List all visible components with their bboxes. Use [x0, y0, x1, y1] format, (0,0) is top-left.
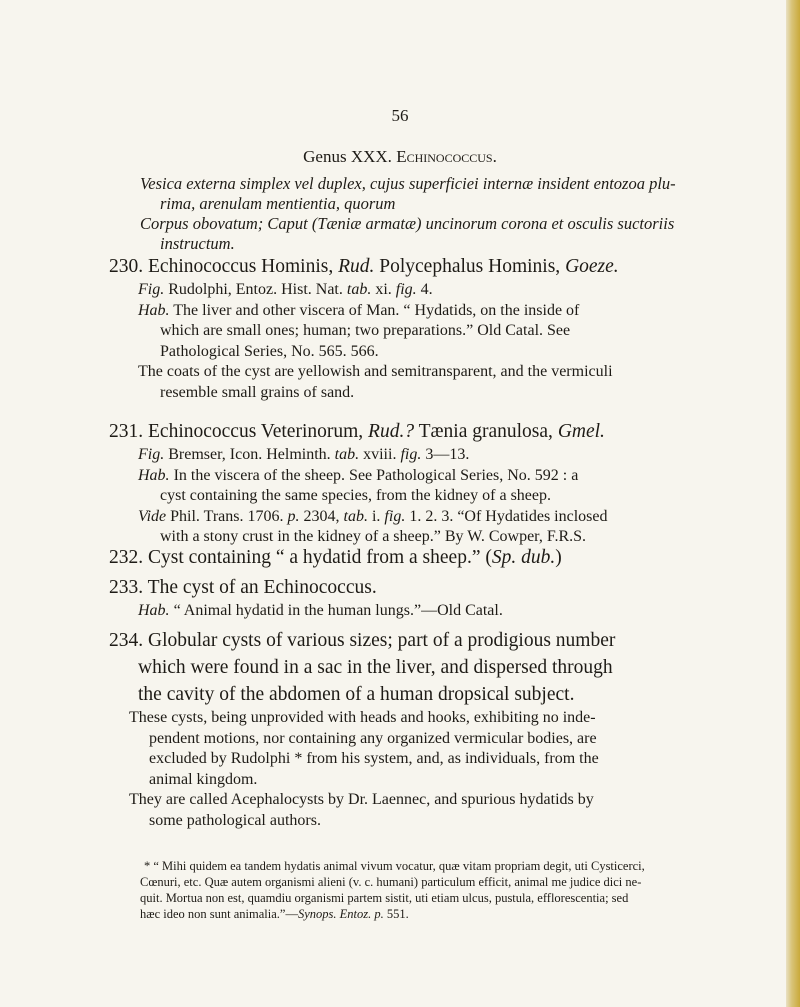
vide-text: Phil. Trans. 1706. — [170, 507, 284, 525]
page-ref: 2304, — [303, 507, 340, 525]
paragraph-line: These cysts, being unprovided with heads and hooks, exhibiting no inde- — [129, 709, 596, 726]
diagnosis-line: Corpus obovatum; Caput (Tæniæ armatæ) uncinorum corona et osculis suctoriis — [140, 214, 675, 233]
entry-number: 233. — [109, 577, 144, 598]
vide-reference — [109, 507, 729, 528]
paragraph-line: some pathological authors. — [149, 811, 321, 829]
species-author: Rud. — [338, 256, 375, 277]
habitat — [109, 466, 729, 487]
page-number: 56 — [391, 106, 409, 125]
entry-heading — [109, 544, 729, 571]
entry-number: 230. — [109, 256, 144, 277]
synonym-name: Tænia granulosa, — [418, 421, 553, 442]
footnote-citation: Synops. Entoz. p. — [297, 907, 384, 921]
entry-text: The cyst of an Echinococcus. — [147, 577, 377, 598]
hab-text: which are small ones; human; two preparations.” Old Catal. See — [160, 322, 571, 339]
footnote — [140, 858, 720, 922]
tab-label: tab. — [334, 446, 360, 463]
footnote-line: quit. Mortua non est, quamdiu organismi partem sistit, uti etiam ulcus, pustula, efflorescentia; sed — [140, 891, 629, 905]
hab-label: Hab. — [138, 301, 170, 319]
quote-text: with a stony crust in the kidney of a sheep.” By W. Cowper, F.R.S. — [160, 528, 587, 545]
hab-text: In the viscera of the sheep. See Pathological Series, No. 592 : a — [173, 466, 579, 484]
synonym-name: Polycephalus Hominis, — [379, 256, 561, 277]
tab-label: tab. — [343, 507, 368, 525]
entry-232 — [109, 544, 729, 571]
fig-number: 1. 2. 3. — [409, 507, 454, 525]
hab-label: Hab. — [138, 466, 170, 484]
note-text: The coats of the cyst are yellowish and semitransparent, and the vermiculi — [138, 363, 613, 380]
tab-number: xi. — [375, 281, 392, 298]
entry-text: Cyst containing “ a hydatid from a sheep.” — [148, 547, 481, 568]
fig-label: Fig. — [138, 281, 165, 298]
footnote-text: hæc ideo non sunt animalia.”— — [140, 907, 298, 921]
footnote-line: Cœnuri, etc. Quæ autem organismi alieni (v. c. humani) particulum efficit, animal me judice dici ne- — [140, 875, 642, 889]
hab-text: “ Animal hydatid in the human lungs.”—Old Catal. — [173, 602, 503, 619]
tab-number: xviii. — [363, 446, 397, 463]
paren: ) — [555, 547, 562, 568]
hab-label: Hab. — [138, 602, 170, 619]
hab-text: The liver and other viscera of Man. “ Hydatids, on the inside of — [173, 301, 580, 319]
footnote-line: * “ Mihi quidem ea tandem hydatis animal vivum vocatur, quæ vitam propriam degit, uti Cysticerci, — [144, 859, 645, 873]
fig-label: Fig. — [138, 446, 165, 463]
genus-heading — [0, 147, 800, 167]
genus-diagnosis — [140, 174, 720, 254]
diagnosis-line: instructum. — [160, 234, 235, 253]
hab-text: cyst containing the same species, from the kidney of a sheep. — [160, 487, 551, 504]
paren: ( — [485, 547, 492, 568]
fig-abbrev: fig. — [400, 446, 422, 463]
entry-233 — [109, 574, 729, 622]
entry-230 — [109, 253, 729, 403]
diagnosis-line: Vesica externa simplex vel duplex, cujus superficiei internæ insident entozoa plu- — [140, 174, 676, 193]
vide-label: Vide — [138, 507, 167, 525]
note-text: resemble small grains of sand. — [160, 383, 355, 401]
fig-abbrev: fig. — [384, 507, 406, 525]
paragraph-line: pendent motions, nor containing any organized vermicular bodies, are — [149, 729, 597, 747]
species-name: Echinococcus Hominis, — [148, 256, 334, 277]
fig-number: 3—13. — [425, 446, 470, 463]
paragraph-line: excluded by Rudolphi * from his system, and, as individuals, from the — [149, 750, 599, 767]
entry-heading — [109, 253, 729, 280]
entry-heading — [109, 574, 729, 601]
entry-title: Globular cysts of various sizes; part of a prodigious number — [148, 630, 616, 651]
paragraph-line: animal kingdom. — [149, 770, 258, 788]
entry-234 — [109, 627, 729, 831]
species-name: Echinococcus Veterinorum, — [148, 421, 364, 442]
figure-reference — [109, 280, 729, 301]
synonym-author: Goeze. — [565, 256, 619, 277]
entry-title: the cavity of the abdomen of a human dropsical subject. — [138, 684, 575, 705]
entry-heading — [109, 418, 729, 445]
entry-number: 231. — [109, 421, 144, 442]
entry-title: which were found in a sac in the liver, and dispersed through — [138, 657, 613, 678]
genus-prefix: Genus XXX. — [303, 147, 392, 166]
tab-number: i. — [371, 507, 381, 525]
entry-number: 234. — [109, 630, 144, 651]
fig-text: Bremser, Icon. Helminth. — [168, 446, 331, 463]
fig-number: 4. — [420, 281, 433, 298]
paragraph-line: They are called Acephalocysts by Dr. Laennec, and spurious hydatids by — [129, 791, 594, 808]
habitat — [109, 301, 729, 322]
figure-reference — [109, 445, 729, 466]
species-status: Sp. dub. — [491, 547, 556, 568]
page-abbrev: p. — [287, 507, 300, 525]
genus-name: Echinococcus. — [396, 147, 497, 166]
tab-label: tab. — [346, 281, 372, 298]
diagnosis-line: rima, arenulam mentientia, quorum — [160, 194, 396, 213]
footnote-page: 551. — [386, 907, 409, 921]
fig-text: Rudolphi, Entoz. Hist. Nat. — [168, 281, 343, 298]
entry-heading — [109, 627, 729, 654]
synonym-author: Gmel. — [557, 421, 605, 442]
entry-number: 232. — [109, 547, 144, 568]
habitat — [109, 601, 729, 622]
hab-text: Pathological Series, No. 565. 566. — [160, 342, 379, 360]
quote-text: “Of Hydatides inclosed — [457, 507, 608, 525]
species-author: Rud.? — [368, 421, 415, 442]
footnote-line — [140, 906, 720, 922]
entry-231 — [109, 418, 729, 548]
fig-abbrev: fig. — [395, 281, 417, 298]
